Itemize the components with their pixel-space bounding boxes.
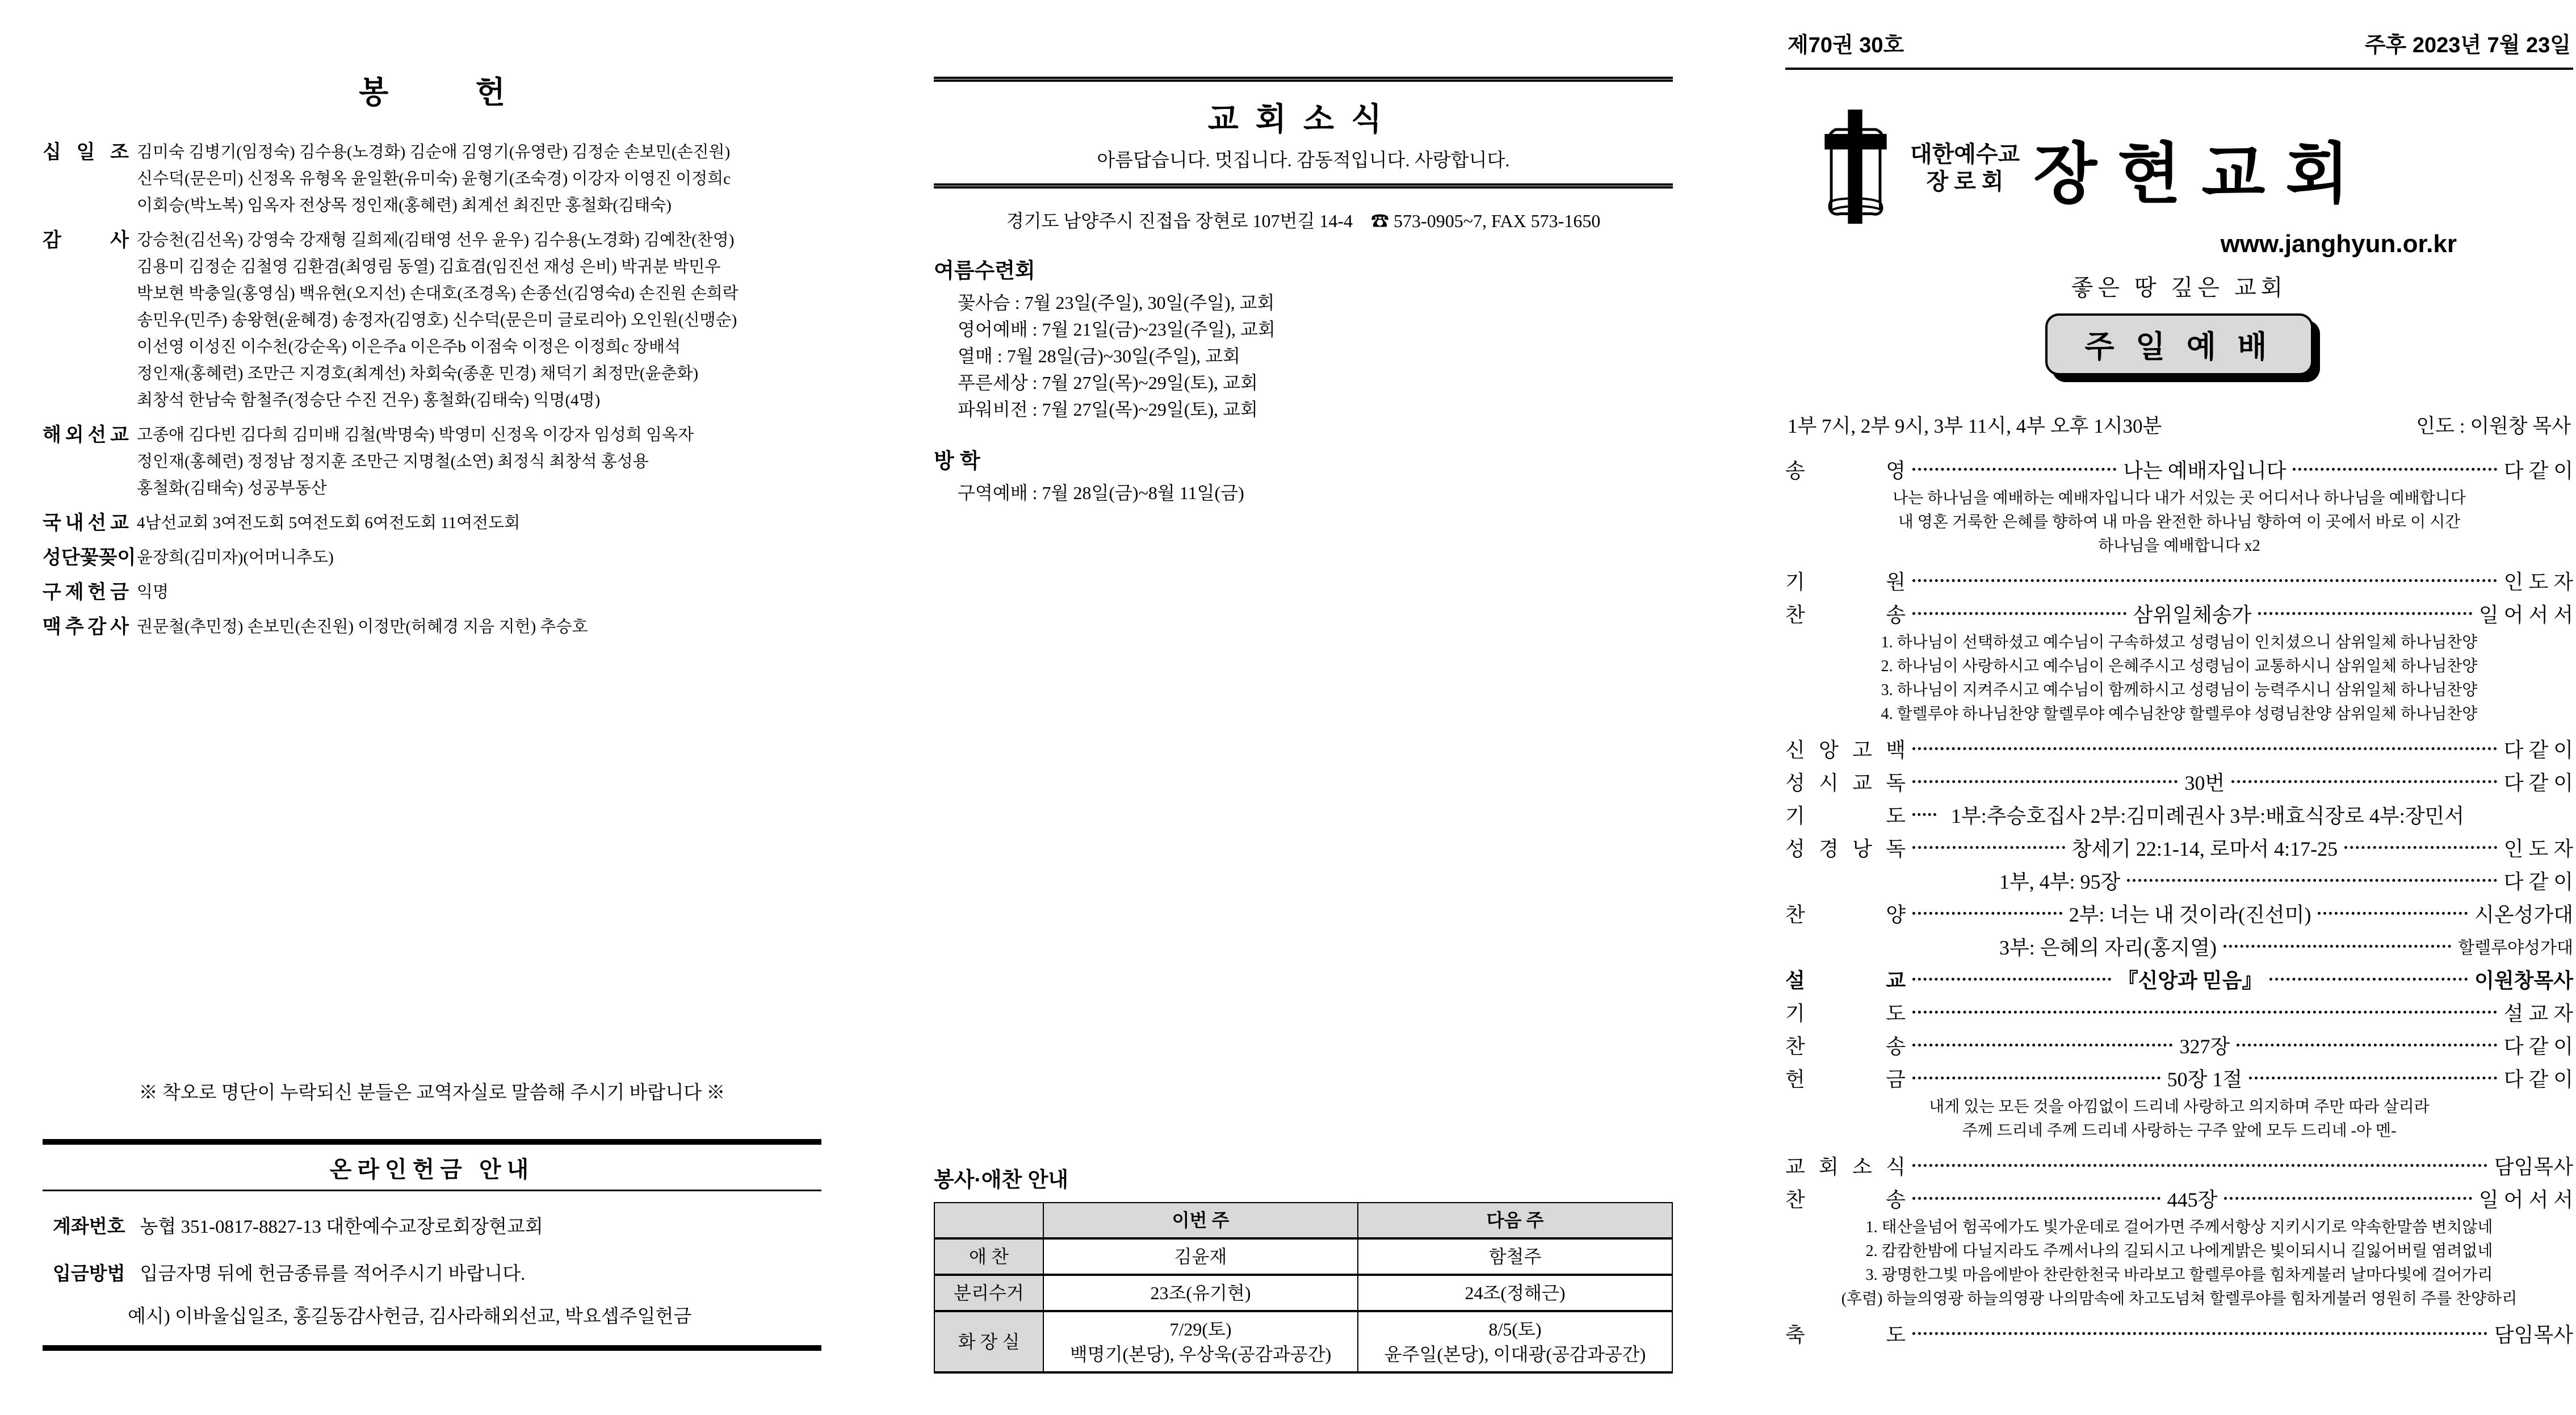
- label-char: 설: [1785, 969, 1805, 992]
- offering-section-label: [43, 614, 129, 640]
- service-cell: [1358, 1238, 1672, 1275]
- worship-order-list: [1785, 453, 2573, 1350]
- dotted-leader: [2224, 1197, 2472, 1200]
- order-label: [1785, 767, 1906, 796]
- dotted-leader: [2293, 468, 2497, 471]
- service-leader: 인도 : 이원창 목사: [2416, 415, 2571, 437]
- church-name: 장현교회: [2033, 138, 2370, 211]
- label-char: 도: [1886, 804, 1906, 827]
- offering-section-label: [43, 545, 136, 571]
- order-right-text: 담임목사: [2494, 1323, 2573, 1346]
- dotted-leader: [1912, 1164, 2487, 1167]
- service-row-label: 화 장 실: [934, 1311, 1043, 1372]
- label-char: 십: [43, 141, 61, 163]
- service-cell: [1043, 1311, 1358, 1372]
- service-table-row: [934, 1238, 1672, 1275]
- label-char: 사: [110, 616, 129, 638]
- double-rule-bottom: [934, 183, 1673, 189]
- method-label: 입금방법: [53, 1263, 125, 1284]
- news-title: 교회소식: [1207, 102, 1399, 137]
- service-row-label: 분리수거: [934, 1275, 1043, 1311]
- offering-section-label: [43, 510, 129, 537]
- offering-line: 4남선교회 3여전도회 5여전도회 6여전도회 11여전도회: [137, 514, 521, 532]
- offering-line: 익명: [137, 583, 169, 601]
- order-center-text: 30번: [2184, 771, 2225, 794]
- order-right-text: 다 같 이: [2503, 870, 2573, 893]
- label-char: 꽃: [79, 547, 99, 568]
- dotted-leader: [1912, 1077, 2160, 1079]
- denomination-text: [1910, 141, 2020, 195]
- order-right-text: 설 교 자: [2503, 1002, 2573, 1025]
- retreat-title: 여름수련회: [934, 259, 1035, 282]
- phone-icon: ☎: [1371, 211, 1390, 231]
- service-cell: [1358, 1275, 1672, 1311]
- order-row: [1785, 765, 2573, 798]
- offering-line: 이회승(박노복) 임옥자 전상목 정인재(홍혜련) 최계선 최진만 홍철화(김태숙): [137, 196, 672, 215]
- method-value: 입금자명 뒤에 헌금종류를 적어주시기 바랍니다.: [140, 1264, 526, 1284]
- order-label: [1785, 899, 1906, 928]
- dotted-leader: [1912, 780, 2178, 783]
- offering-section-label: [43, 227, 129, 414]
- offering-column: [43, 68, 821, 1391]
- label-char: 성: [1785, 837, 1805, 860]
- label-char: 헌: [87, 581, 107, 603]
- offering-line: 박보현 박충일(홍영심) 백유현(오지선) 손대호(조경옥) 손종선(김영숙d) 손진원 손희락: [137, 284, 739, 303]
- service-row-label: 애 찬: [934, 1238, 1043, 1275]
- masthead-rule: [1785, 68, 2573, 70]
- lyric-line: 주께 드리네 주께 드리네 사랑하는 구주 앞에 모두 드리네 -아 멘-: [1962, 1122, 2397, 1140]
- order-label: [1785, 566, 1906, 595]
- service-cell-line: 7/29(토): [1169, 1319, 1232, 1339]
- service-duty-title: 봉사·애찬 안내: [934, 1168, 1069, 1191]
- order-label: [1785, 1184, 1906, 1213]
- order-row: [1785, 597, 2573, 630]
- order-label: [1785, 599, 1906, 628]
- dotted-leader: [2344, 846, 2497, 849]
- lyric-line: 1. 태산을넘어 험곡에가도 빛가운데로 걸어가면 주께서항상 지키시기로 약속한말씀 변치않네: [1865, 1219, 2493, 1236]
- order-row: [1785, 864, 2573, 897]
- dotted-leader: [2249, 1077, 2497, 1079]
- offering-section: [43, 579, 821, 606]
- service-table-col-header: 다음 주: [1358, 1203, 1672, 1238]
- offering-section-label: [43, 139, 129, 219]
- offering-line: 송민우(민주) 송왕현(윤혜경) 송정자(김영호) 신수덕(문은미 글로리아) 오인원(신맹순): [137, 311, 737, 329]
- worship-title-box: 주 일 예 배: [2045, 313, 2313, 375]
- label-char: 기: [1785, 1002, 1805, 1025]
- offering-line: 정인재(홍혜련) 조만근 지경호(최계선) 차회숙(종훈 민경) 채덕기 최정만(윤춘화): [137, 365, 699, 383]
- label-char: 신: [1785, 738, 1805, 761]
- service-cell: [1358, 1311, 1672, 1372]
- volume-number: 제70권 30호: [1788, 34, 1904, 57]
- dotted-leader: [2318, 912, 2468, 915]
- order-row: [1785, 564, 2573, 597]
- label-char: 송: [1886, 1188, 1906, 1211]
- phone-text: 573-0905~7, FAX 573-1650: [1394, 211, 1601, 231]
- label-char: 사: [110, 229, 129, 251]
- offering-section: [43, 545, 821, 571]
- dotted-leader: [1912, 1011, 2497, 1014]
- offering-line: 이선영 이성진 이수천(강순옥) 이은주a 이은주b 이점숙 이정은 이정희c 장배석: [137, 338, 681, 356]
- lyric-line: 2. 캄캄한밤에 다닐지라도 주께서나의 길되시고 나에게밝은 빛이되시니 길잃어버릴 염려없네: [1865, 1242, 2493, 1260]
- order-center-text: 1부, 4부: 95장: [1999, 870, 2121, 893]
- order-right-text: 시온성가대: [2474, 903, 2574, 926]
- service-cell-line: 23조(유기현): [1150, 1283, 1251, 1303]
- worship-column: [1785, 23, 2573, 1415]
- label-char: 교: [110, 424, 129, 446]
- denomination-line2: 장 로 회: [1926, 169, 2004, 194]
- order-label: [1785, 455, 1906, 484]
- order-label: [1785, 998, 1906, 1027]
- offering-section: [43, 510, 821, 537]
- online-offering-box: [43, 1139, 821, 1351]
- label-char: 송: [1785, 459, 1805, 482]
- offering-line: 윤장희(김미자)(어머니추도): [137, 549, 334, 567]
- dotted-leader: [2269, 978, 2468, 981]
- account-row: [53, 1212, 811, 1238]
- label-char: 찬: [1785, 1188, 1805, 1211]
- dotted-leader: [1912, 813, 1936, 816]
- online-offering-title: 온라인헌금 안내: [43, 1145, 821, 1191]
- order-sub-lyrics: [1785, 487, 2573, 558]
- service-cell: [1043, 1238, 1358, 1275]
- label-char: 교: [1886, 969, 1906, 992]
- label-char: 교: [1785, 1155, 1805, 1178]
- service-cell-line: 김윤재: [1174, 1246, 1227, 1267]
- order-center-text: 2부: 너는 내 것이라(진선미): [2069, 903, 2311, 926]
- order-center-text: 『신앙과 믿음』: [2117, 969, 2263, 992]
- offering-section-lines: [137, 139, 731, 219]
- deposit-example: 예시) 이바울십일조, 홍길동감사헌금, 김사라해외선교, 박요셉주일헌금: [128, 1307, 692, 1327]
- label-char: 구: [43, 581, 61, 603]
- label-char: 송: [1886, 603, 1906, 626]
- label-char: 소: [1852, 1155, 1872, 1178]
- lyric-line: 2. 하나님이 사랑하시고 예수님이 은혜주시고 성령님이 교통하시니 삼위일체 하나님찬양: [1881, 658, 2478, 675]
- label-char: 선: [87, 424, 107, 446]
- order-row: [1785, 1149, 2573, 1182]
- service-cell-line: 8/5(토): [1488, 1319, 1542, 1339]
- dotted-leader: [1912, 846, 2065, 849]
- offering-line: 김미숙 김병기(임정숙) 김수용(노경화) 김순애 김영기(유영란) 김정순 손보민(손진원): [137, 143, 731, 161]
- address-text: 경기도 남양주시 진접읍 장현로 107번길 14-4: [1006, 211, 1353, 231]
- order-center-text: 327장: [2179, 1035, 2230, 1058]
- dotted-leader: [1912, 1332, 2487, 1335]
- order-center-text: 1부:추승호집사 2부:김미례권사 3부:배효식장로 4부:장민서: [1951, 804, 2465, 827]
- label-char: 추: [65, 616, 84, 638]
- account-label: 계좌번호: [53, 1216, 125, 1237]
- lyric-line: 4. 할렐루야 하나님찬양 할렐루야 예수님찬양 할렐루야 성령님찬양 삼위일체 하나님찬양: [1881, 705, 2478, 723]
- church-slogan: 좋은 땅 깊은 교회: [2071, 275, 2288, 300]
- issue-date: 주후 2023년 7월 23일: [2364, 34, 2571, 57]
- offering-section-label: [43, 579, 129, 606]
- label-char: 낭: [1852, 837, 1872, 860]
- lyric-line: 내 영혼 거룩한 은혜를 향하여 내 마음 완전한 하나님 향하여 이 곳에서 바로 이 시간: [1898, 513, 2461, 531]
- dotted-leader: [2237, 1044, 2497, 1046]
- order-row: [1785, 962, 2573, 995]
- label-char: 송: [1886, 1035, 1906, 1058]
- offering-section-label: [43, 422, 129, 502]
- offering-sections: [43, 139, 821, 640]
- offering-section-lines: [137, 579, 169, 606]
- order-right-text: 할렐루야성가대: [2458, 939, 2573, 957]
- label-char: 성: [43, 547, 61, 568]
- dotted-leader: [2127, 879, 2497, 882]
- account-value: 농협 351-0817-8827-13 대한예수교장로회장현교회: [140, 1217, 543, 1237]
- offering-line: 최창석 한남숙 함철주(정승단 수진 건우) 홍철화(김태숙) 익명(4명): [137, 391, 601, 409]
- dotted-leader: [2258, 612, 2472, 615]
- dotted-leader: [1912, 1197, 2160, 1200]
- masthead: [1785, 23, 2573, 58]
- lyric-line: 1. 하나님이 선택하셨고 예수님이 구속하셨고 성령님이 인치셨으니 삼위일체 하나님찬양: [1881, 634, 2478, 651]
- order-row: [1785, 1028, 2573, 1061]
- label-char: 경: [1819, 837, 1839, 860]
- service-cell-line: 백명기(본당), 우상욱(공감과공간): [1069, 1344, 1332, 1364]
- schedule-item: 꽃사슴 : 7월 23일(주일), 30일(주일), 교회: [958, 292, 1275, 313]
- order-right-text: 다 같 이: [2503, 771, 2574, 794]
- offering-line: 정인재(홍혜련) 정정남 정지훈 조만근 지명철(소연) 최정식 최창석 홍성용: [137, 453, 649, 471]
- service-table-row: [934, 1311, 1672, 1372]
- dotted-leader: [1912, 747, 2497, 750]
- label-char: 고: [1852, 738, 1872, 761]
- order-center-text: 445장: [2167, 1188, 2218, 1211]
- order-row: [1785, 930, 2573, 962]
- label-char: 찬: [1785, 1035, 1805, 1058]
- label-char: 도: [1886, 1002, 1906, 1025]
- order-label: [1785, 833, 1906, 862]
- church-logo-row: [1814, 108, 2573, 228]
- service-times-row: [1785, 411, 2573, 439]
- service-table-row: [934, 1275, 1672, 1311]
- label-char: 금: [110, 581, 129, 603]
- order-row: [1785, 1317, 2573, 1350]
- label-char: 기: [1785, 570, 1805, 593]
- offering-line: 신수덕(문은미) 신정옥 유형옥 윤일환(유미숙) 윤형기(조숙경) 이강자 이영진 이정희c: [137, 170, 731, 188]
- order-label: [1785, 1031, 1906, 1060]
- lyric-line: 3. 하나님이 지켜주시고 예수님이 함께하시고 성령님이 능력주시니 삼위일체 하나님찬양: [1881, 681, 2478, 699]
- offering-line: 강승천(김선옥) 강영숙 강재형 길희제(김태영 선우 윤우) 김수용(노경화) 김예찬(찬영): [137, 231, 735, 249]
- dotted-leader: [1912, 579, 2497, 582]
- order-center-text: 삼위일체송가: [2133, 603, 2252, 626]
- label-char: 헌: [1785, 1067, 1805, 1091]
- label-char: 해: [43, 424, 61, 446]
- label-char: 감: [87, 616, 107, 638]
- label-char: 찬: [1785, 903, 1805, 926]
- schedule-item: 영어예배 : 7월 21일(금)~23일(주일), 교회: [958, 319, 1276, 340]
- order-row: [1785, 1182, 2573, 1215]
- offering-line: 고종애 김다빈 김다희 김미배 김철(박명숙) 박영미 신정옥 이강자 임성희 임옥자: [137, 426, 694, 444]
- dotted-leader: [1912, 978, 2111, 981]
- order-center-text: 50장 1절: [2167, 1067, 2243, 1091]
- offering-line: 권문철(추민정) 손보민(손진원) 이정만(허혜경 지음 지헌) 추승호: [137, 618, 588, 636]
- label-char: 꽂: [98, 547, 118, 568]
- offering-line: 홍철화(김태숙) 성공부동산: [137, 479, 327, 497]
- label-char: 백: [1886, 738, 1906, 761]
- label-char: 찬: [1785, 603, 1805, 626]
- offering-line: 김용미 김정순 김철영 김환겸(최영림 동열) 김효겸(임진선 재성 은비) 박귀분 박민우: [137, 258, 721, 276]
- order-row: [1785, 897, 2573, 930]
- order-row: [1785, 453, 2573, 485]
- lyric-line: 내게 있는 모든 것을 아낌없이 드리네 사랑하고 의지하며 주만 따라 살리라: [1929, 1098, 2430, 1116]
- service-table-col-header: 이번 주: [1043, 1203, 1358, 1238]
- label-char: 교: [1852, 771, 1872, 794]
- label-char: 제: [65, 581, 84, 603]
- label-char: 영: [1886, 459, 1906, 482]
- service-cell-line: 함철주: [1488, 1246, 1542, 1267]
- order-row: [1785, 995, 2573, 1028]
- denomination-line1: 대한예수교: [1910, 141, 2020, 167]
- label-char: 성: [1785, 771, 1805, 794]
- cross-scroll-icon: [1814, 108, 1899, 228]
- dotted-leader: [2231, 780, 2497, 783]
- dotted-leader: [1912, 612, 2126, 615]
- offering-section-lines: [137, 510, 520, 537]
- service-table-corner: [934, 1203, 1043, 1238]
- label-char: 내: [65, 512, 84, 534]
- offering-section-lines: [137, 422, 694, 502]
- order-label: [1785, 1151, 1906, 1180]
- label-char: 회: [1819, 1155, 1839, 1178]
- service-table: [934, 1202, 1673, 1374]
- offering-section-lines: [137, 614, 588, 640]
- order-row: [1785, 831, 2573, 864]
- lyric-line: 나는 하나님을 예배하는 예배자입니다 내가 서있는 곳 어디서나 하나님을 예배합니다: [1893, 489, 2466, 507]
- omission-notice: ※ 착오로 명단이 누락되신 분들은 교역자실로 말씀해 주시기 바랍니다 ※: [139, 1083, 725, 1103]
- label-char: 교: [110, 512, 129, 534]
- label-char: 식: [1886, 1155, 1906, 1178]
- order-right-text: 다 같 이: [2503, 459, 2574, 482]
- order-label: [1785, 1319, 1906, 1348]
- order-center-text: 창세기 22:1-14, 로마서 4:17-25: [2071, 837, 2338, 860]
- dotted-leader: [1912, 468, 2116, 471]
- order-label: [1785, 1064, 1906, 1092]
- offering-title: 봉 헌: [359, 76, 545, 110]
- offering-section-lines: [137, 545, 334, 571]
- retreat-list: [934, 290, 1673, 423]
- offering-section-lines: [137, 227, 739, 414]
- service-duty-block: [934, 1162, 1673, 1374]
- offering-section: [43, 614, 821, 640]
- order-right-text: 이원창목사: [2474, 969, 2573, 992]
- label-char: 외: [65, 424, 84, 446]
- order-right-text: 일 어 서 서: [2478, 603, 2574, 626]
- schedule-item: 열매 : 7월 28일(금)~30일(주일), 교회: [958, 346, 1240, 366]
- label-char: 축: [1785, 1323, 1805, 1346]
- schedule-item: 파워비전 : 7월 27일(목)~29일(토), 교회: [958, 399, 1258, 420]
- service-cell-line: 24조(정해근): [1465, 1283, 1566, 1303]
- news-column: [934, 77, 1673, 1400]
- service-times: 1부 7시, 2부 9시, 3부 11시, 4부 오후 1시30분: [1788, 415, 2162, 437]
- label-char: 금: [1886, 1067, 1906, 1091]
- lyric-line: 하나님을 예배합니다 x2: [2098, 537, 2260, 555]
- vacation-title: 방 학: [934, 449, 980, 472]
- label-char: 독: [1886, 771, 1906, 794]
- order-sub-lyrics: [1785, 631, 2573, 726]
- order-right-text: 인 도 자: [2503, 570, 2573, 593]
- label-char: 양: [1886, 903, 1906, 926]
- service-cell: [1043, 1275, 1358, 1311]
- label-char: 감: [43, 229, 61, 251]
- label-char: 선: [87, 512, 107, 534]
- order-right-text: 인 도 자: [2503, 837, 2573, 860]
- order-row: [1785, 1061, 2573, 1094]
- dotted-leader: [1912, 912, 2062, 915]
- order-right-text: 다 같 이: [2503, 1035, 2574, 1058]
- dotted-leader: [2223, 945, 2451, 948]
- schedule-item: 구역예배 : 7월 28일(금)~8월 11일(금): [958, 483, 1244, 503]
- order-label: [1785, 734, 1906, 763]
- schedule-item: 푸른세상 : 7월 27일(목)~29일(토), 교회: [958, 372, 1258, 393]
- dotted-leader: [1912, 1044, 2172, 1046]
- vacation-list: [934, 480, 1673, 506]
- order-right-text: 다 같 이: [2503, 1067, 2574, 1091]
- church-address: [934, 207, 1673, 233]
- label-char: 이: [117, 547, 136, 568]
- label-char: 독: [1886, 837, 1906, 860]
- order-right-text: 담임목사: [2494, 1155, 2573, 1178]
- label-char: 국: [43, 512, 61, 534]
- order-right-text: 다 같 이: [2503, 738, 2573, 761]
- order-sub-lyrics: [1785, 1095, 2573, 1143]
- service-cell-line: 윤주일(본당), 이대광(공감과공간): [1384, 1344, 1646, 1364]
- label-char: 원: [1886, 570, 1906, 593]
- label-char: 조: [110, 141, 129, 163]
- label-char: 단: [61, 547, 80, 568]
- offering-section: [43, 422, 821, 502]
- order-right-text: 일 어 서 서: [2478, 1188, 2574, 1211]
- order-center-text: 나는 예배자입니다: [2123, 459, 2286, 482]
- label-char: 도: [1886, 1323, 1906, 1346]
- lyric-line: 3. 광명한그빛 마음에받아 찬란한천국 바라보고 할렐루야를 힘차게불러 날마다빛에 걸어가리: [1865, 1266, 2493, 1284]
- order-row: [1785, 732, 2573, 765]
- order-center-text: 3부: 은혜의 자리(홍지열): [1999, 936, 2217, 959]
- order-label: [1785, 965, 1906, 994]
- order-label: [1785, 800, 1906, 829]
- label-char: 시: [1819, 771, 1839, 794]
- label-char: 맥: [43, 616, 61, 638]
- label-char: 일: [76, 141, 95, 163]
- double-rule-top: [934, 77, 1673, 82]
- offering-section: [43, 227, 821, 414]
- church-website: www.janghyun.or.kr: [2220, 230, 2457, 258]
- order-row: [1785, 798, 2573, 831]
- news-subtitle: 아름답습니다. 멋집니다. 감동적입니다. 사랑합니다.: [1097, 150, 1510, 171]
- method-row: [53, 1259, 811, 1286]
- offering-section: [43, 139, 821, 219]
- label-char: 앙: [1819, 738, 1839, 761]
- label-char: 기: [1785, 804, 1805, 827]
- service-table-header-row: [934, 1203, 1672, 1238]
- lyric-line: (후렴) 하늘의영광 하늘의영광 나의맘속에 차고도넘쳐 할렐루야를 힘차게불러 영원히 주를 찬양하리: [1841, 1290, 2518, 1308]
- order-sub-lyrics: [1785, 1216, 2573, 1311]
